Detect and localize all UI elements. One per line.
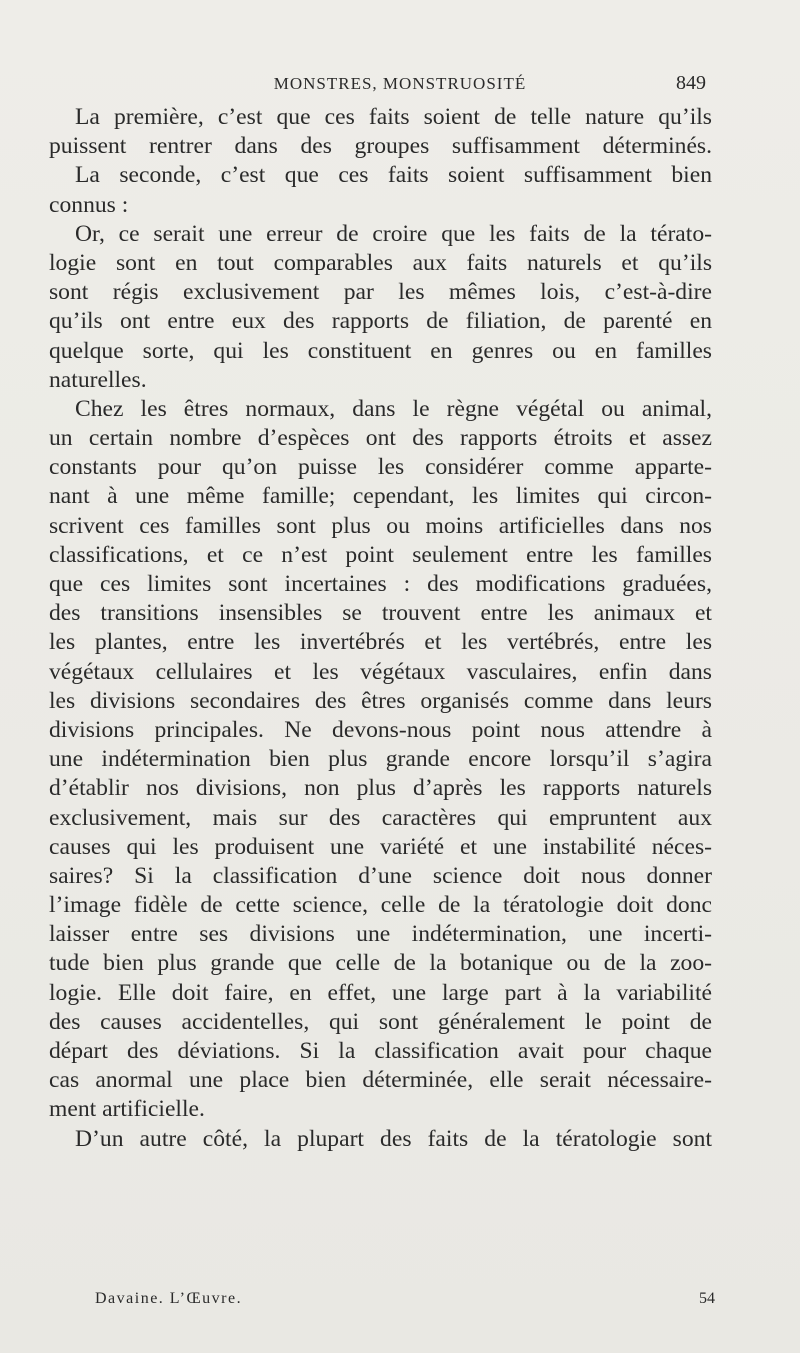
- text-line: qu’ils ont entre eux des rapports de filiation, de parenté en: [49, 308, 712, 335]
- text-line: laisser entre ses divisions une indétermination, une incerti-: [49, 921, 712, 948]
- text-line: La seconde, c’est que ces faits soient suffisamment bien: [75, 162, 712, 189]
- text-line: cas anormal une place bien déterminée, elle serait nécessaire-: [49, 1067, 712, 1094]
- text-line: départ des déviations. Si la classification avait pour chaque: [49, 1038, 712, 1064]
- text-line: ment artificielle.: [49, 1096, 205, 1123]
- text-line: quelque sorte, qui les constituent en genres ou en familles: [49, 337, 712, 364]
- text-line: un certain nombre d’espèces ont des rapports étroits et assez: [49, 425, 712, 452]
- text-line: les divisions secondaires des êtres organisés comme dans leurs: [49, 687, 712, 714]
- text-line: puissent rentrer dans des groupes suffisamment déterminés.: [49, 133, 712, 160]
- signature-mark: Davaine. L’Œuvre.: [95, 1290, 243, 1307]
- page-footer: [95, 1290, 715, 1316]
- text-line: connus :: [49, 191, 129, 218]
- text-line: des transitions insensibles se trouvent entre les animaux et: [49, 600, 712, 627]
- text-line: exclusivement, mais sur des caractères qui empruntent aux: [49, 804, 712, 831]
- running-title: MONSTRES, MONSTRUOSITÉ: [273, 74, 527, 93]
- text-line: végétaux cellulaires et les végétaux vasculaires, enfin dans: [49, 658, 712, 685]
- text-line: d’établir nos divisions, non plus d’après les rapports naturels: [49, 775, 712, 802]
- text-line: logie. Elle doit faire, en effet, une large part à la variabilité: [49, 979, 712, 1006]
- page-number: 849: [676, 72, 706, 94]
- text-line: une indétermination bien plus grande encore lorsqu’il s’agira: [49, 746, 712, 773]
- text-line: divisions principales. Ne devons-nous point nous attendre à: [49, 716, 712, 743]
- text-line: logie sont en tout comparables aux faits naturels et qu’ils: [49, 249, 712, 276]
- text-line: nant à une même famille; cependant, les limites qui circon-: [49, 483, 712, 510]
- text-line: des causes accidentelles, qui sont généralement le point de: [49, 1008, 712, 1035]
- text-line: tude bien plus grande que celle de la botanique ou de la zoo-: [49, 950, 712, 977]
- text-line: Chez les êtres normaux, dans le règne végétal ou animal,: [75, 395, 712, 422]
- text-line: scrivent ces familles sont plus ou moins artificielles dans nos: [49, 512, 712, 539]
- text-line: que ces limites sont incertaines : des modifications graduées,: [49, 571, 712, 597]
- sheet-number: 54: [699, 1290, 715, 1307]
- text-line: causes qui les produisent une variété et une instabilité néces-: [49, 833, 712, 860]
- text-line: constants pour qu’on puisse les considérer comme apparte-: [49, 454, 712, 481]
- running-head: [50, 74, 750, 98]
- text-line: D’un autre côté, la plupart des faits de la tératologie sont: [75, 1125, 712, 1152]
- text-line: classifications, et ce n’est point seulement entre les familles: [49, 541, 712, 568]
- text-line: saires? Si la classification d’une science doit nous donner: [49, 862, 712, 889]
- text-line: naturelles.: [49, 366, 147, 393]
- text-line: La première, c’est que ces faits soient de telle nature qu’ils: [75, 104, 712, 130]
- text-line: les plantes, entre les invertébrés et les vertébrés, entre les: [49, 629, 712, 656]
- text-line: Or, ce serait une erreur de croire que les faits de la térato-: [75, 220, 712, 247]
- body-text: [49, 103, 712, 1154]
- text-line: sont régis exclusivement par les mêmes lois, c’est-à-dire: [49, 279, 712, 306]
- text-line: l’image fidèle de cette science, celle de la tératologie doit donc: [49, 892, 712, 919]
